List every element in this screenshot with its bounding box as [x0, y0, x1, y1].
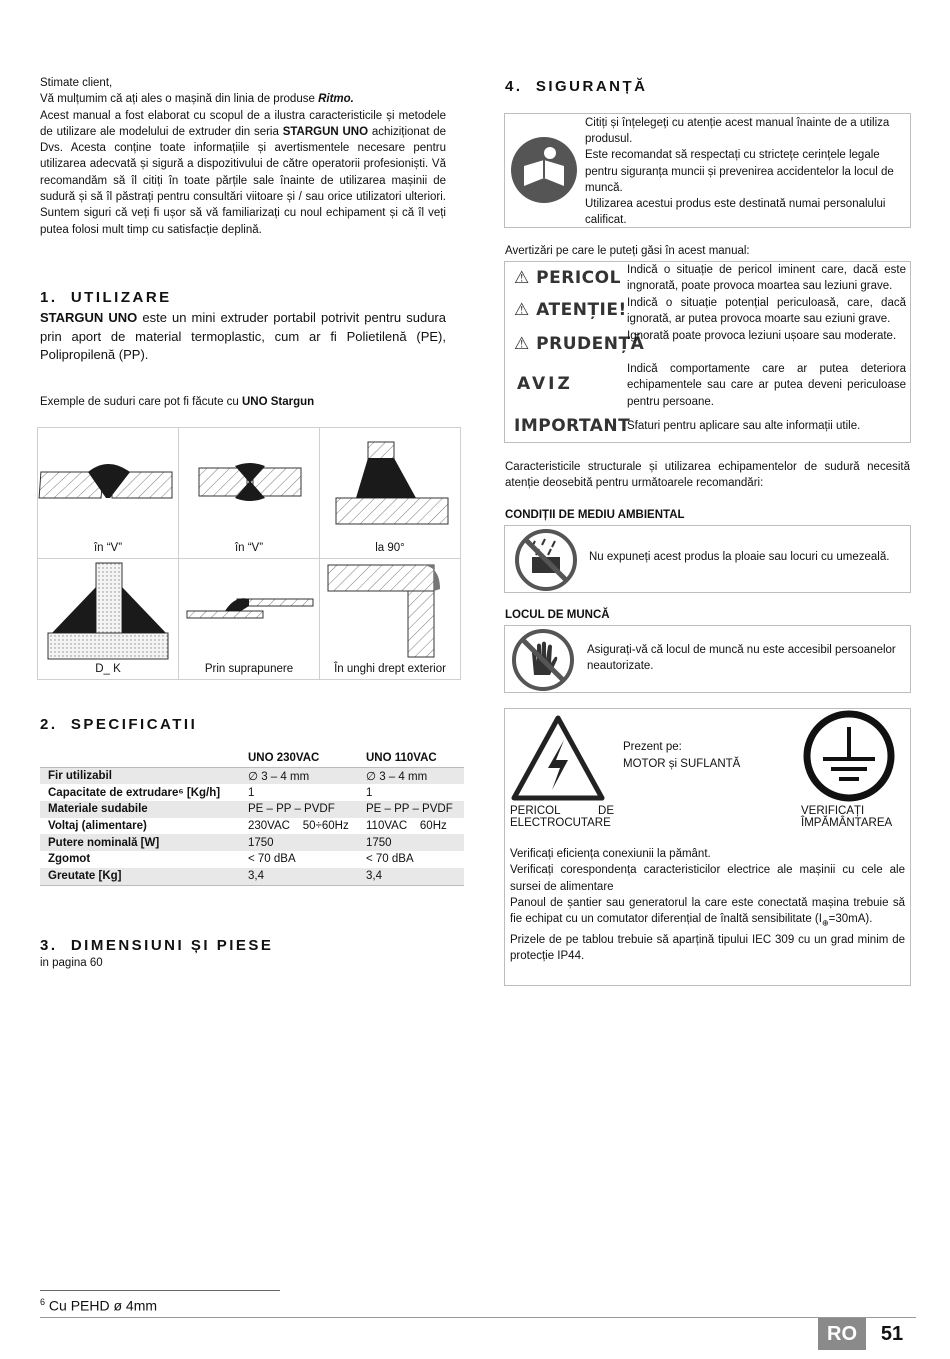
table-row: Fir utilizabil ∅ 3 – 4 mm ∅ 3 – 4 mm [40, 767, 464, 784]
warnings-box [504, 261, 911, 443]
specs-col-230: UNO 230VAC [240, 750, 358, 767]
label-aviz: AVIZ [517, 374, 573, 394]
footnote: $^6$ Cu PEHD ø 4mm [40, 1297, 158, 1314]
weld-v-1 [37, 427, 179, 559]
footer-lang-badge: RO [818, 1318, 866, 1350]
page-number: 51 [880, 1323, 904, 1345]
section-3-title: 3. DIMENSIUNI ȘI PIESE [40, 937, 274, 954]
env-box [504, 525, 911, 593]
weld-90-drawing [320, 428, 460, 540]
weld-overlap [178, 558, 320, 680]
label-atentie: ⚠ ATENȚIE! [514, 300, 627, 320]
table-row: Greutate [Kg] 3,4 3,4 [40, 868, 464, 885]
structural-text: Caracteristicile structurale și utilizarea echipamentelor de sudură necesită atenție deosebită pentru următoarele recomandări: [505, 461, 910, 490]
desc-important: Sfaturi pentru aplicare sau alte informații utile. [627, 420, 861, 432]
weld-examples-grid [37, 427, 461, 680]
greeting: Stimate client, [40, 77, 113, 89]
intro-text [40, 75, 446, 238]
caption-v-1: în “V” [93, 542, 123, 554]
section-4-title: 4. SIGURANȚĂ [505, 78, 648, 95]
section-2-title: 2. SPECIFICATII [40, 716, 198, 733]
caption-corner: În unghi drept exterior [334, 663, 446, 675]
read-manual-text: Citiți și înțelegeți cu atenție acest manual înainte de a utiliza produsul. Este recomandat să respectați cu strictețe cerințele legale pentru siguranța muncii și prevenirea accidentelor la locul de muncă. Utilizarea acestui produs este destinată numai personalului calificat. [585, 117, 894, 227]
desc-aviz: Indică comportamente care ar putea deteriora echipamentele sau care ar putea deveni periculoase pentru persoane. [627, 363, 906, 408]
table-row: Zgomot < 70 dBA < 70 dBA [48, 853, 414, 866]
section-1-title: 1. UTILIZARE [40, 289, 172, 306]
specs-col-110: UNO 110VAC [358, 750, 464, 767]
label-pericol: ⚠ PERICOL [514, 268, 621, 288]
desc-pericol: Indică o situație de pericol iminent care, dacă este ingnorată, poate provoca moartea sau leziuni grave. [627, 264, 906, 293]
thanks-line: Vă mulțumim că ați ales o mașină din linia de produse Ritmo. [40, 93, 354, 106]
desc-prudenta: Ignorată poate provoca leziuni ușoare sau moderate. [627, 330, 897, 342]
label-prudenta: ⚠ PRUDENȚĂ [514, 334, 645, 354]
electrical-text: Verificați eficiența conexiunii la pământ. Verificați corespondența caracteristicilor electrice ale mașinii cu cele ale sursei de alimentare Panoul de șantier sau generatorul la care este conectată mașina trebuie să fie echipat cu un comutator diferențial de înaltă sensibilitate $(I_\oplus=30mA)$. Prizele de pe tablou trebuie să aparțină tipului IEC 309 cu un grad minim de protecție IP44. [510, 848, 905, 963]
present-value: MOTOR și SUFLANTĂ [623, 758, 741, 770]
footer-rule [40, 1317, 916, 1318]
no-access-hand-icon [512, 629, 574, 691]
electrical-box [504, 708, 911, 986]
work-title: LOCUL DE MUNCĂ [505, 609, 610, 621]
weld-corner-drawing [320, 559, 460, 661]
no-rain-icon [515, 529, 577, 591]
electric-hazard-icon [510, 714, 606, 802]
table-row: Putere nominală [W] 1750 1750 [40, 834, 464, 851]
weld-overlap-drawing [179, 559, 319, 661]
ground-icon [801, 709, 897, 803]
work-box [504, 625, 911, 693]
examples-caption: Exemple de suduri care pot fi făcute cu UNO Stargun [40, 396, 315, 408]
label-important: IMPORTANT [514, 416, 631, 436]
table-row: Materiale sudabile PE – PP – PVDF PE – PP – PVDF [40, 801, 464, 818]
caption-dk: D_ K [95, 663, 121, 675]
model-name: STARGUN UNO [282, 125, 369, 138]
footnote-rule [40, 1290, 280, 1291]
weld-v-2 [178, 427, 320, 559]
specs-header-row [40, 750, 464, 767]
present-label: Prezent pe: [623, 741, 682, 753]
warnings-intro: Avertizări pe care le puteți găsi în acest manual: [505, 245, 750, 257]
caption-overlap: Prin suprapunere [204, 663, 294, 675]
intro-body: Acest manual a fost elaborat cu scopul de a ilustra caracteristicile și metodele de utilizare ale modelului de extruder din seria STARGUN UNO achiziționat de Dvs. Acesta conține toate informațiile și avertismentele necesare pentru utilizarea adecvată și sigură a dispozitivului de către operatorii profesioniști. Vă recomandăm să îl citiți în toate părțile sale înainte de utilizarea mașinii de sudură și să îl păstrați pentru consultări viitoare și / sau orice utilizatori ulteriori. Suntem siguri că veți fi ușor să vă familiarizați cu noul echipament și că îl veți putea folosi mult timp cu satisfacție deplină. [40, 109, 446, 236]
weld-dk-drawing [38, 559, 178, 661]
read-manual-icon [510, 136, 578, 204]
weld-v-1-drawing [38, 428, 178, 540]
weld-v-2-drawing [179, 428, 319, 540]
desc-atentie: Indică o situație potențial periculoasă, care, dacă ignorată, ar putea provoca moarte sau eziuni grave. [627, 297, 906, 326]
weld-dk [37, 558, 179, 680]
env-text: Nu expuneți acest produs la ploaie sau locuri cu umezeală. [589, 551, 890, 563]
table-row: Voltaj (alimentare) 230VAC 50÷60Hz 110VAC 60Hz [48, 820, 447, 833]
weld-90 [319, 427, 461, 559]
work-text: Asigurați-vă că locul de muncă nu este accesibil persoanelor neautorizate. [587, 644, 896, 673]
weld-corner [319, 558, 461, 680]
read-manual-box [504, 113, 911, 228]
section-1-text: STARGUN UNO este un mini extruder portabil potrivit pentru sudura prin aport de material termoplastic, cum ar fi Polietilenă (PE), Polipropilenă (PP). [40, 310, 446, 362]
specs-table [40, 750, 464, 886]
brand-name: Ritmo. [318, 93, 354, 106]
caption-v-2: în “V” [234, 542, 264, 554]
section-3-text: in pagina 60 [40, 957, 103, 969]
caption-90: la 90° [375, 542, 405, 554]
env-title: CONDIȚII DE MEDIU AMBIENTAL [505, 509, 685, 521]
table-row: Capacitate de extrudare⁶ [Kg/h] 1 1 [48, 786, 373, 799]
elec-label: PERICOL DE ELECTROCUTARE [510, 805, 614, 829]
ground-label: VERIFICAȚI ÎMPĂMÂNTAREA [801, 805, 893, 829]
